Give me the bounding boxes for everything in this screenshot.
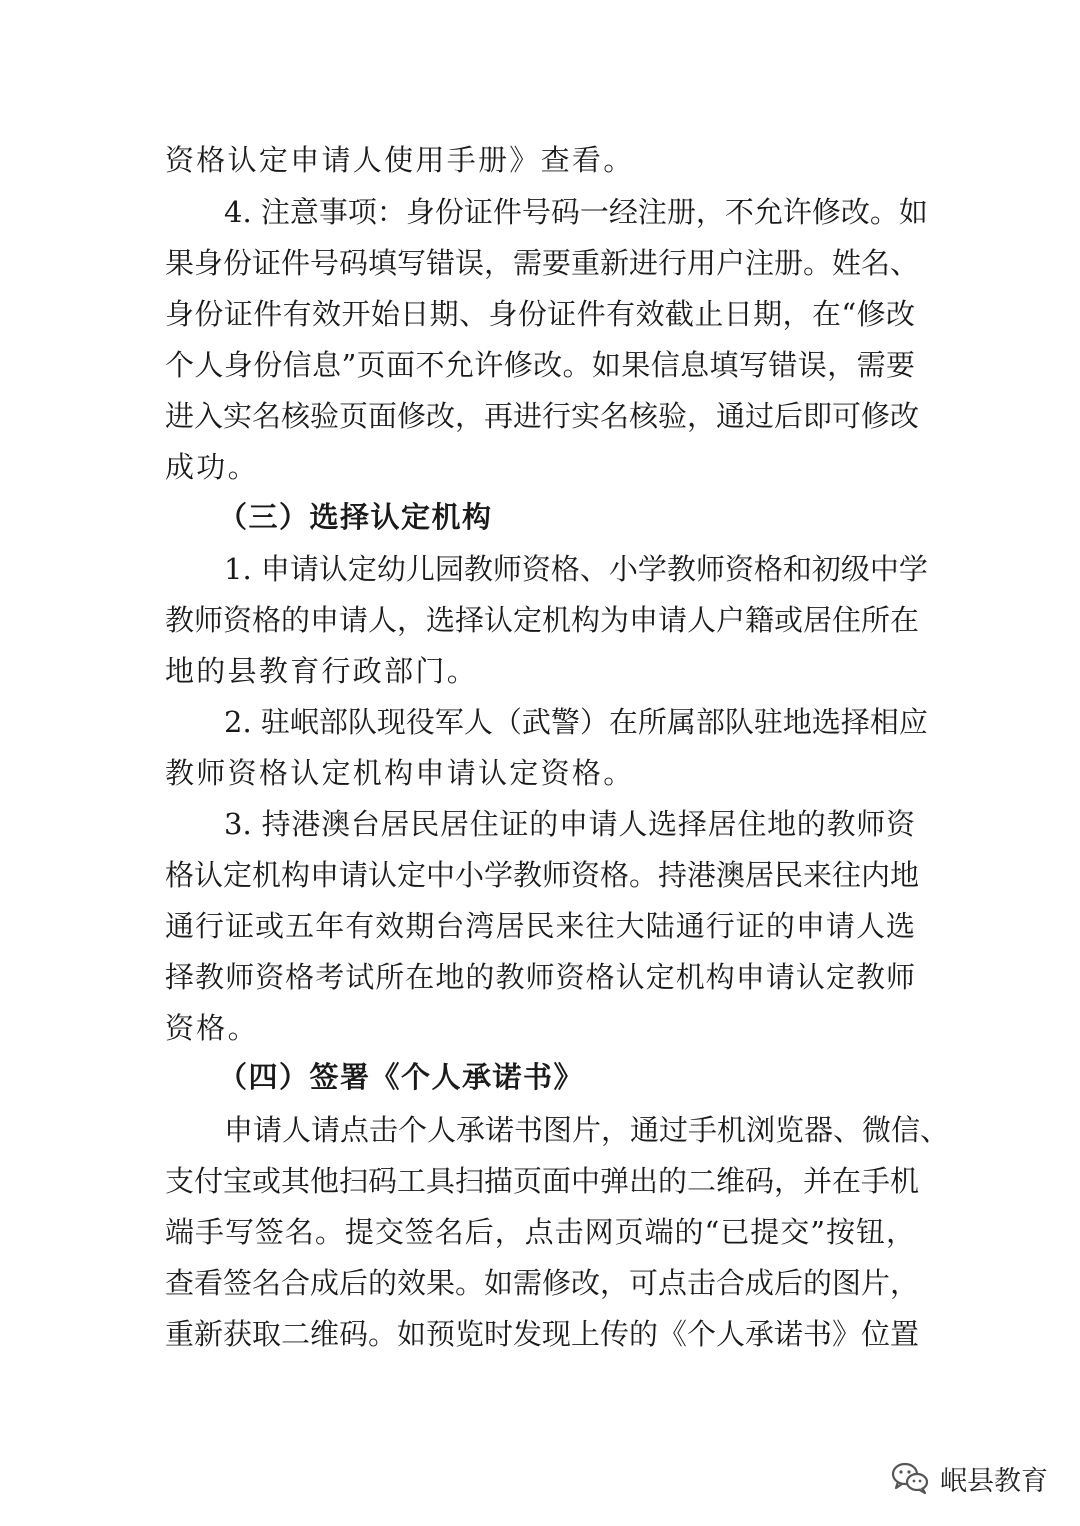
text-line: 申请人请点击个人承诺书图片，通过手机浏览器、微信、 (224, 1113, 950, 1147)
text-line: 个人身份信息”页面不允许修改。如果信息填写错误，需要 (165, 348, 915, 382)
text-line: 资格。 (165, 1011, 259, 1045)
text-line: 资格认定申请人使用手册》查看。 (165, 143, 635, 177)
text-line: 1. 申请认定幼儿园教师资格、小学教师资格和初级中学 (224, 552, 928, 586)
text-line: 身份证件有效开始日期、身份证件有效截止日期，在“修改 (165, 297, 915, 331)
text-line: 教师资格的申请人，选择认定机构为申请人户籍或居住所在 (165, 603, 920, 637)
section-heading: （四）签署《个人承诺书》 (218, 1060, 585, 1094)
text-line: 支付宝或其他扫码工具扫描页面中弹出的二维码，并在手机 (165, 1164, 920, 1198)
text-line: 果身份证件号码填写错误，需要重新进行用户注册。姓名、 (165, 246, 920, 280)
text-line: 进入实名核验页面修改，再进行实名核验，通过后即可修改 (165, 399, 920, 433)
section-heading: （三）选择认定机构 (218, 500, 493, 534)
text-line: 教师资格认定机构申请认定资格。 (165, 756, 635, 790)
text-line: 查看签名合成后的效果。如需修改，可点击合成后的图片， (165, 1266, 920, 1300)
text-line: 4. 注意事项：身份证件号码一经注册，不允许修改。如 (224, 195, 928, 229)
watermark-text: 岷县教育 (940, 1465, 1048, 1497)
text-line: 3. 持港澳台居民居住证的申请人选择居住地的教师资 (224, 807, 915, 841)
text-line: 通行证或五年有效期台湾居民来往大陆通行证的申请人选 (165, 909, 915, 943)
text-line: 地的县教育行政部门。 (165, 654, 479, 688)
text-line: 成功。 (165, 450, 259, 484)
text-line: 格认定机构申请认定中小学教师资格。持港澳居民来往内地 (165, 858, 920, 892)
text-line: 择教师资格考试所在地的教师资格认定机构申请认定教师 (165, 960, 915, 994)
account-watermark (890, 1458, 1048, 1498)
text-line: 端手写签名。提交签名后，点击网页端的“已提交”按钮， (165, 1215, 915, 1249)
text-line: 2. 驻岷部队现役军人（武警）在所属部队驻地选择相应 (224, 705, 928, 739)
text-line: 重新获取二维码。如预览时发现上传的《个人承诺书》位置 (165, 1317, 920, 1351)
wechat-icon (890, 1461, 930, 1495)
